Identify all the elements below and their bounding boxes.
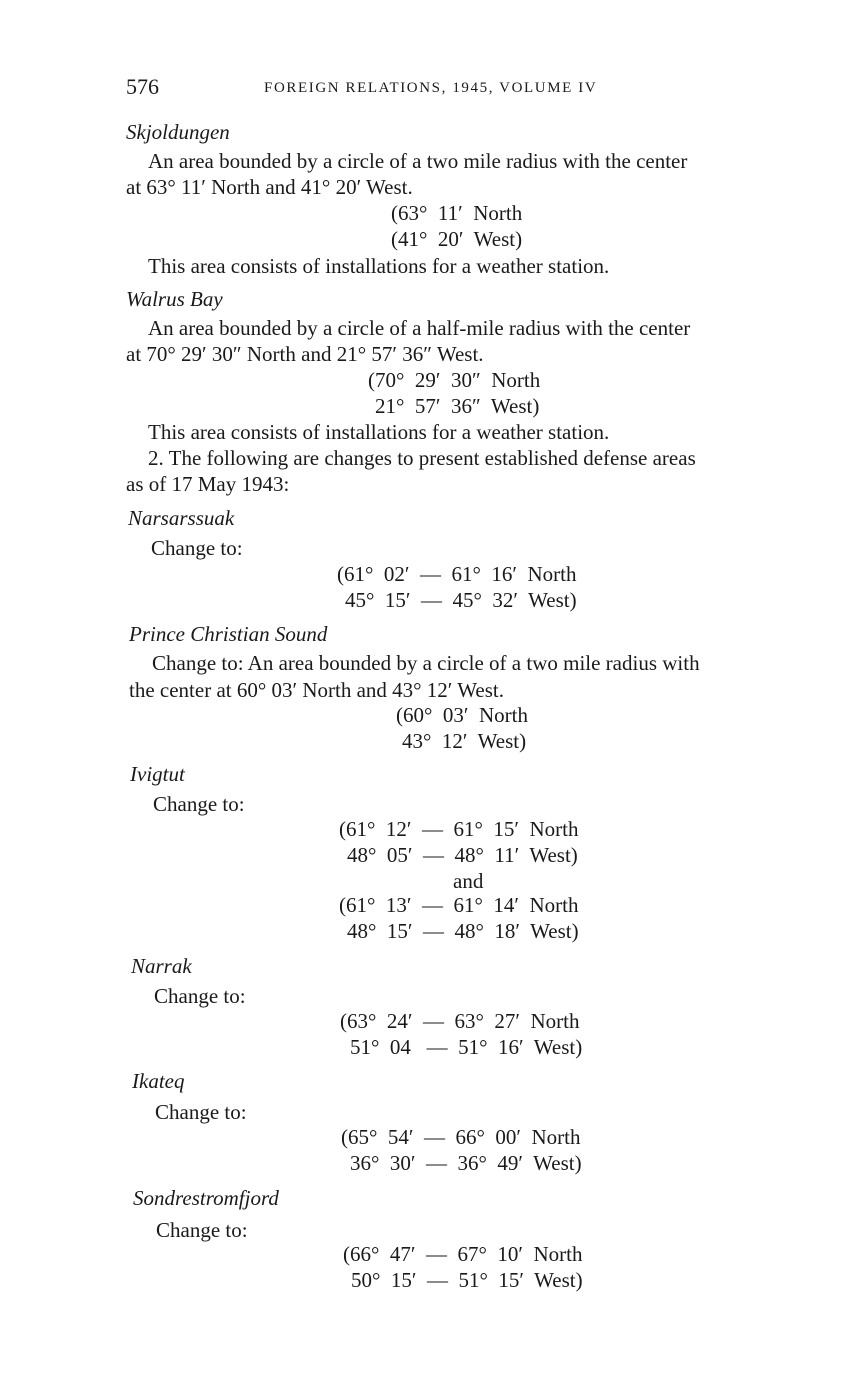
page-number: 576 — [126, 74, 159, 99]
coordinate-line: 43° 12′ West) — [402, 729, 527, 753]
coordinate-line: (63° 24′ — 63° 27′ North — [340, 1009, 580, 1033]
coordinate-line: 45° 15′ — 45° 32′ West) — [345, 588, 577, 612]
change-to-label: Change to: — [151, 536, 243, 560]
paragraph-line: Change to: An area bounded by a circle of a two mile radius with — [152, 651, 700, 675]
section-heading-ikateq: Ikateq — [132, 1069, 185, 1093]
section-heading-sondrestromfjord: Sondrestromfjord — [133, 1186, 279, 1210]
section-heading-narrak: Narrak — [131, 954, 192, 978]
section-heading-narsarssuak: Narsarssuak — [128, 506, 235, 530]
coordinate-line: (70° 29′ 30″ North — [368, 368, 541, 392]
coordinate-line: (66° 47′ — 67° 10′ North — [343, 1242, 583, 1266]
coordinate-line: (41° 20′ West) — [391, 227, 523, 251]
section-heading-skjoldungen: Skjoldungen — [126, 120, 230, 144]
change-to-label: Change to: — [153, 792, 245, 816]
coordinate-line: 21° 57′ 36″ West) — [375, 394, 540, 418]
note-line: This area consists of installations for a weather station. — [148, 254, 610, 278]
coordinate-line: 48° 05′ — 48° 11′ West) — [347, 843, 578, 867]
note-line: This area consists of installations for a weather station. — [148, 420, 610, 444]
section-heading-prince-christian-sound: Prince Christian Sound — [129, 622, 328, 646]
coordinate-line: (61° 13′ — 61° 14′ North — [339, 893, 579, 917]
coordinate-line: 36° 30′ — 36° 49′ West) — [350, 1151, 582, 1175]
coordinate-line: (60° 03′ North — [396, 703, 528, 727]
coordinate-line: 50° 15′ — 51° 15′ West) — [351, 1268, 583, 1292]
coordinate-line: 51° 04 — 51° 16′ West) — [350, 1035, 583, 1059]
paragraph-line: at 70° 29′ 30″ North and 21° 57′ 36″ West. — [126, 342, 484, 366]
paragraph-line: at 63° 11′ North and 41° 20′ West. — [126, 175, 413, 199]
conjunction-and: and — [453, 869, 484, 893]
coordinate-line: (61° 02′ — 61° 16′ North — [337, 562, 577, 586]
change-to-label: Change to: — [155, 1100, 247, 1124]
paragraph-line: 2. The following are changes to present established defense areas — [148, 446, 696, 470]
coordinate-line: (65° 54′ — 66° 00′ North — [341, 1125, 581, 1149]
section-heading-ivigtut: Ivigtut — [130, 762, 185, 786]
change-to-label: Change to: — [156, 1218, 248, 1242]
paragraph-line: the center at 60° 03′ North and 43° 12′ West. — [129, 678, 504, 702]
change-to-label: Change to: — [154, 984, 246, 1008]
coordinate-line: (61° 12′ — 61° 15′ North — [339, 817, 579, 841]
paragraph-line: as of 17 May 1943: — [126, 472, 290, 496]
section-heading-walrus-bay: Walrus Bay — [126, 287, 223, 311]
coordinate-line: (63° 11′ North — [391, 201, 523, 225]
paragraph-line: An area bounded by a circle of a half-mile radius with the center — [148, 316, 691, 340]
paragraph-line: An area bounded by a circle of a two mile radius with the center — [148, 149, 688, 173]
running-title: FOREIGN RELATIONS, 1945, VOLUME IV — [264, 80, 598, 96]
coordinate-line: 48° 15′ — 48° 18′ West) — [347, 919, 579, 943]
